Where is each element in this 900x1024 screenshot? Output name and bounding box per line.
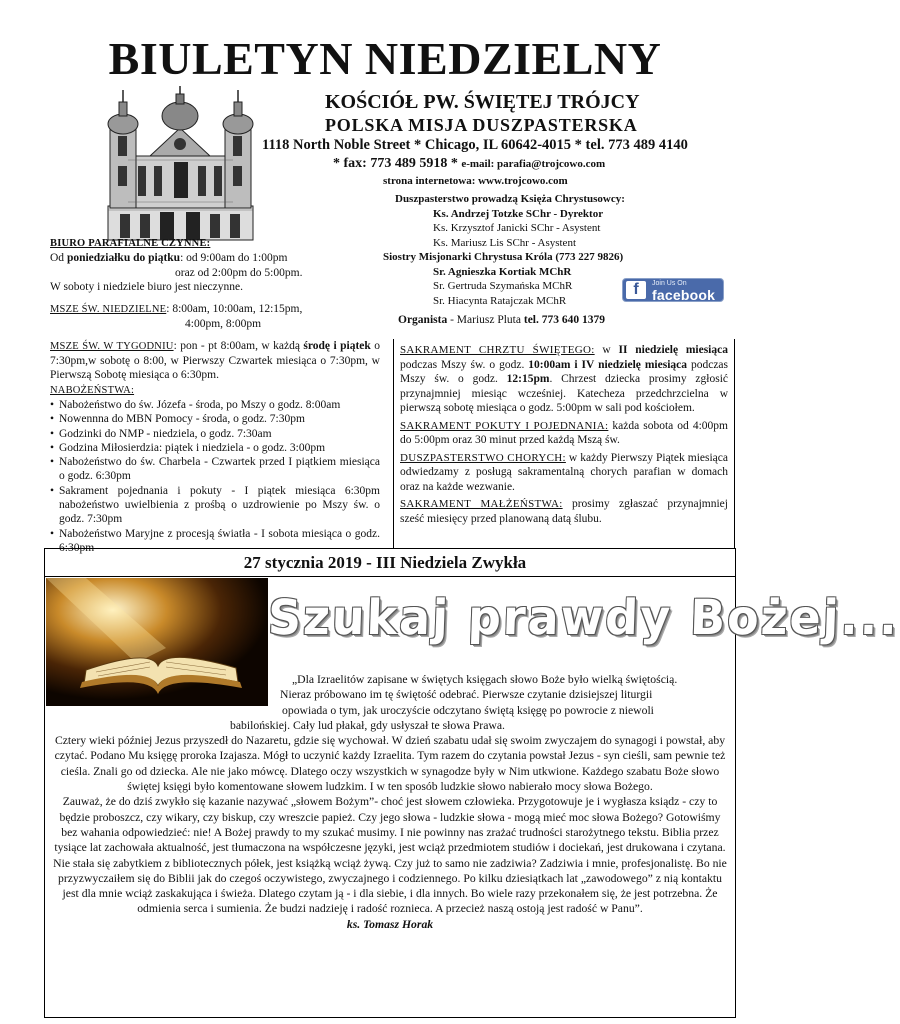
- church-name: KOŚCIÓŁ PW. ŚWIĘTEJ TRÓJCY: [325, 91, 640, 113]
- sunday-masses-2: 4:00pm, 8:00pm: [185, 318, 262, 331]
- sister-1: Sr. Agnieszka Kortiak MChR: [433, 265, 572, 278]
- list-item: • Sakrament pojednania i pokuty - I piątek miesiąca 6:30pm nabożeństwo uwielbienia z prośbą o uzdrowienie po Mszy św. o godz. 7:30pm: [50, 484, 380, 527]
- clergy-director: Ks. Andrzej Totzke SChr - Dyrektor: [433, 207, 604, 220]
- organist-name: - Mariusz Pluta: [447, 314, 524, 326]
- website-line[interactable]: strona internetowa: www.trojcowo.com: [383, 175, 568, 187]
- article-line: „Dla Izraelitów zapisane w świętych księgach słowo Boże było wielką świętością.: [292, 673, 678, 686]
- office-heading: BIURO PARAFIALNE CZYNNE:: [50, 238, 211, 249]
- organist-line: [398, 314, 605, 326]
- article-line: opowiada o tym, jak uroczyście odczytano świętą księgę po powrocie z niewoli: [282, 703, 654, 717]
- devotions-list: [50, 398, 380, 555]
- clergy-list: [383, 192, 625, 308]
- weekday-masses: MSZE ŚW. W TYGODNIU: pon - pt 8:00am, w każdą środę i piątek o 7:30pm,w sobotę o 8:00, w Pierwszy Czwartek miesiąca o 7:30pm, w Pierwszą Sobotę miesiąca o 6:30pm.: [50, 339, 380, 382]
- devotions-heading: NABOŻEŃSTWA:: [50, 384, 135, 396]
- article-line: babilońskiej. Cały lud płakał, gdy usłyszał te słowa Prawa.: [230, 718, 505, 732]
- penance-info: SAKRAMENT POKUTY I POJEDNANIA: każda sobota od 4:00pm do 5:00pm oraz 30 minut przed każdą Mszą św.: [400, 419, 728, 446]
- clergy-lead: Duszpasterstwo prowadzą Księża Chrystusowcy:: [395, 193, 625, 205]
- article-signature: ks. Tomasz Horak: [346, 917, 434, 931]
- baptism-info: SAKRAMENT CHRZTU ŚWIĘTEGO: w II niedzielę miesiąca podczas Mszy św. o godz. 10:00am i IV niedzielę miesiąca podczas Mszy św. o godz. 12:15pm. Chrzest dziecka prosimy zgłosić przynajmniej miesiąc wcześniej. Katecheza przedchrzcielna w pierwszą sobotę miesiąca o godz. 5:00pm w sali pod kościołem.: [400, 344, 728, 414]
- church-illustration: [88, 86, 273, 244]
- article-paragraph-3: Zauważ, że do dziś zwykło się kazanie nazywać „słowem Bożym”- choć jest słowem człowieka. Przygotowuje je i wygłasza ksiądz - czy to będzie proboszcz, czy wikary, czy biskup, czy wreszcie papież. Czy jego słowa - ludzkie słowa - mogą mieć moc słowa Bożego? Gotowiśmy bez wahania odpowiedzieć: nie! A Bożej prawdy to my szukać musimy. I nie powinny nas zrażać trudności starożytnego tekstu. Biblia przez tysiące lat zachowała aktualność, jest tłumaczona na współczesne języki, jest wciąż przedmiotem studiów i dociekań, jest drukowana i czytana. Nie stała się zabytkiem z bibliotecznych półek, jest książką wciąż żywą. Czy już to samo nie zadziwia? Zadziwia i mnie, profesjonalistę. Bo nie przyzwyczaiłem się do Biblii jak do czegoś oczywistego, zwyczajnego i codziennego. Po kilku dziesiątkach lat „zawodowego” z nią kontaktu jest dla mnie wciąż zaskakująca i świeża. Dlatego czytam ją - i dla siebie, i dla innych. Bo wiele razy przekonałem się, że jest potrzebna. Że odmienia serca i sumienia. Że budzi nadzieję i radość roznieca. A przecież naszą ostoją jest radość w Panu”.: [53, 795, 727, 916]
- list-item: • Nabożeństwo Maryjne z procesją światła - I sobota miesiąca o godz. 6:30pm: [50, 527, 380, 556]
- organist-label: Organista: [398, 314, 448, 326]
- sisters-heading: Siostry Misjonarki Chrystusa Króla (773 227 9826): [383, 251, 624, 263]
- facebook-join-text: Join Us On: [652, 279, 687, 287]
- organist-phone: tel. 773 640 1379: [523, 314, 605, 326]
- mission-name: POLSKA MISJA DUSZPASTERSKA: [325, 115, 638, 135]
- list-item: • Godzinki do NMP - niedziela, o godz. 7:30am: [50, 427, 380, 441]
- facebook-button[interactable]: [622, 278, 724, 302]
- article-line: Nieraz próbowano im tę świętość odebrać. Pierwsze czytanie dzisiejszej liturgii: [280, 688, 653, 702]
- list-item: • Nabożeństwo do św. Charbela - Czwartek przed I piątkiem miesiąca o godz. 6:30pm: [50, 455, 380, 484]
- bulletin-title: BIULETYN NIEDZIELNY: [108, 33, 662, 84]
- sunday-masses: MSZE ŚW. NIEDZIELNE: 8:00am, 10:00am, 12:15pm,: [50, 303, 303, 316]
- left-column: [50, 236, 380, 555]
- contact-line: [333, 156, 605, 172]
- office-hours-1: Od poniedziałku do piątku: od 9:00am do 1:00pm: [50, 252, 288, 265]
- article-paragraph-2: Cztery wieki później Jezus przyszedł do Nazaretu, gdzie się wychował. W dzień szabatu udał się swoim zwyczajem do synagogi i powstał, aby czytać. Podano Mu księgę proroka Izajasza. Mógł to uczynić każdy Izraelita. Tym razem do czytania powstał Jezus - syn cieśli, sam pewnie też cieśla. Znali go od dziecka. Ale nie jako mówcę. Dlatego oczy wszystkich w synagodze były w Nim utkwione. Każdego szabatu Boże słowo świętej księgi było komentowane słowem ludzkim. I w ten sposób ludzkie słowo nabierało mocy słowa Bożego.: [54, 734, 726, 794]
- clergy-assistant-2: Ks. Mariusz Lis SChr - Asystent: [433, 236, 576, 249]
- divider: [44, 576, 736, 577]
- sister-3: Sr. Hiacynta Ratajczak MChR: [433, 294, 567, 307]
- list-item: • Godzina Miłosierdzia: piątek i niedziela - o godz. 3:00pm: [50, 441, 380, 455]
- email-text[interactable]: e-mail: parafia@trojcowo.com: [461, 158, 606, 170]
- facebook-icon: f: [626, 281, 646, 299]
- reflection-banner: Szukaj prawdy Bożej...: [267, 588, 900, 646]
- list-item: • Nabożeństwo do św. Józefa - środa, po Mszy o godz. 8:00am: [50, 398, 380, 412]
- facebook-word: facebook: [652, 286, 716, 303]
- fax-text: * fax: 773 489 5918 *: [333, 156, 458, 171]
- office-closed-note: W soboty i niedziele biuro jest nieczynne.: [50, 280, 243, 293]
- sick-ministry-info: DUSZPASTERSTWO CHORYCH: w każdy Pierwszy Piątek miesiąca odwiedzamy z posługą sakramentalną chorych parafian w domach oraz na każde wezwanie.: [400, 451, 728, 493]
- sacraments-box: [393, 339, 735, 549]
- marriage-info: SAKRAMENT MAŁŻEŃSTWA: prosimy zgłaszać przynajmniej sześć miesięcy przed planowaną datą ślubu.: [400, 498, 728, 525]
- clergy-assistant-1: Ks. Krzysztof Janicki SChr - Asystent: [433, 222, 601, 234]
- list-item: • Nowennna do MBN Pomocy - środa, o godz. 7:30pm: [50, 412, 380, 426]
- office-hours-2: oraz od 2:00pm do 5:00pm.: [175, 266, 303, 279]
- reflection-article: [50, 672, 730, 932]
- sister-2: Sr. Gertruda Szymańska MChR: [433, 280, 573, 292]
- address-line: 1118 North Noble Street * Chicago, IL 60642-4015 * tel. 773 489 4140: [262, 137, 688, 153]
- sunday-date-title: 27 stycznia 2019 - III Niedziela Zwykła: [243, 553, 527, 572]
